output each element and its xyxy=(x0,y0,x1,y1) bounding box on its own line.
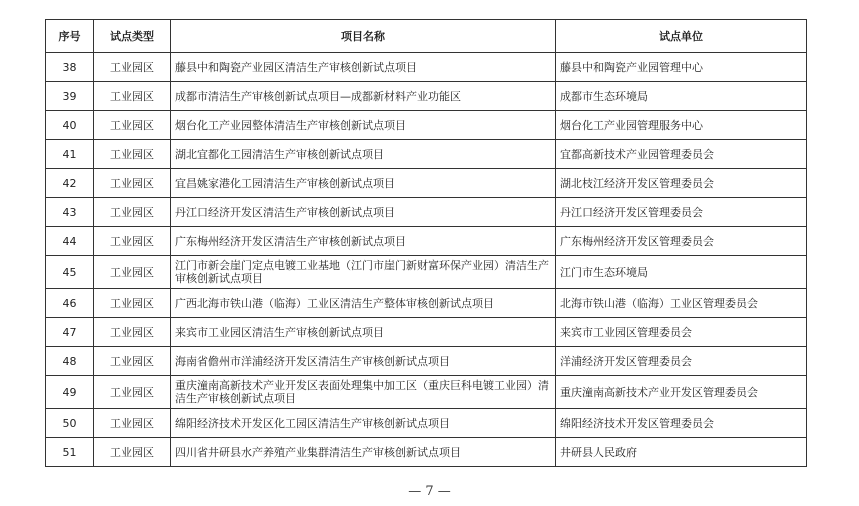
cell-project-name: 广西北海市铁山港（临海）工业区清洁生产整体审核创新试点项目 xyxy=(171,289,556,318)
cell-pilot-unit: 丹江口经济开发区管理委员会 xyxy=(556,198,807,227)
cell-pilot-unit: 宜都高新技术产业园管理委员会 xyxy=(556,140,807,169)
cell-project-name: 江门市新会崖门定点电镀工业基地（江门市崖门新财富环保产业园）清洁生产审核创新试点项目 xyxy=(171,256,556,289)
header-serial-number: 序号 xyxy=(46,20,94,53)
cell-pilot-type: 工业园区 xyxy=(94,227,171,256)
cell-project-name: 烟台化工产业园整体清洁生产审核创新试点项目 xyxy=(171,111,556,140)
cell-pilot-unit: 江门市生态环境局 xyxy=(556,256,807,289)
cell-pilot-unit: 广东梅州经济开发区管理委员会 xyxy=(556,227,807,256)
cell-pilot-type: 工业园区 xyxy=(94,111,171,140)
cell-serial-number: 46 xyxy=(46,289,94,318)
cell-project-name: 重庆潼南高新技术产业开发区表面处理集中加工区（重庆巨科电镀工业园）清洁生产审核创新试点项目 xyxy=(171,376,556,409)
cell-pilot-type: 工业园区 xyxy=(94,347,171,376)
cell-pilot-type: 工业园区 xyxy=(94,438,171,467)
cell-serial-number: 48 xyxy=(46,347,94,376)
table-header-row xyxy=(46,20,807,53)
cell-project-name: 湖北宜都化工园清洁生产审核创新试点项目 xyxy=(171,140,556,169)
cell-pilot-unit: 烟台化工产业园管理服务中心 xyxy=(556,111,807,140)
table-row xyxy=(46,289,807,318)
header-pilot-type: 试点类型 xyxy=(94,20,171,53)
cell-project-name: 丹江口经济开发区清洁生产审核创新试点项目 xyxy=(171,198,556,227)
cell-pilot-unit: 湖北枝江经济开发区管理委员会 xyxy=(556,169,807,198)
cell-pilot-unit: 绵阳经济技术开发区管理委员会 xyxy=(556,409,807,438)
table-row xyxy=(46,438,807,467)
cell-serial-number: 41 xyxy=(46,140,94,169)
cell-serial-number: 43 xyxy=(46,198,94,227)
table-row xyxy=(46,111,807,140)
cell-serial-number: 49 xyxy=(46,376,94,409)
cell-serial-number: 47 xyxy=(46,318,94,347)
header-project-name: 项目名称 xyxy=(171,20,556,53)
cell-pilot-type: 工业园区 xyxy=(94,140,171,169)
table-row xyxy=(46,82,807,111)
cell-serial-number: 39 xyxy=(46,82,94,111)
table-row xyxy=(46,318,807,347)
cell-pilot-unit: 北海市铁山港（临海）工业区管理委员会 xyxy=(556,289,807,318)
cell-serial-number: 44 xyxy=(46,227,94,256)
cell-pilot-type: 工业园区 xyxy=(94,53,171,82)
cell-serial-number: 40 xyxy=(46,111,94,140)
cell-pilot-type: 工业园区 xyxy=(94,256,171,289)
table-row xyxy=(46,409,807,438)
table-row xyxy=(46,256,807,289)
table-row xyxy=(46,198,807,227)
cell-project-name: 成都市清洁生产审核创新试点项目—成都新材料产业功能区 xyxy=(171,82,556,111)
header-pilot-unit: 试点单位 xyxy=(556,20,807,53)
cell-project-name: 来宾市工业园区清洁生产审核创新试点项目 xyxy=(171,318,556,347)
cell-serial-number: 45 xyxy=(46,256,94,289)
cell-pilot-type: 工业园区 xyxy=(94,289,171,318)
cell-serial-number: 42 xyxy=(46,169,94,198)
cell-project-name: 藤县中和陶瓷产业园区清洁生产审核创新试点项目 xyxy=(171,53,556,82)
cell-pilot-unit: 井研县人民政府 xyxy=(556,438,807,467)
cell-pilot-type: 工业园区 xyxy=(94,169,171,198)
cell-project-name: 广东梅州经济开发区清洁生产审核创新试点项目 xyxy=(171,227,556,256)
table-row xyxy=(46,53,807,82)
cell-pilot-unit: 洋浦经济开发区管理委员会 xyxy=(556,347,807,376)
cell-pilot-unit: 成都市生态环境局 xyxy=(556,82,807,111)
cell-pilot-unit: 来宾市工业园区管理委员会 xyxy=(556,318,807,347)
cell-pilot-type: 工业园区 xyxy=(94,318,171,347)
cell-pilot-type: 工业园区 xyxy=(94,82,171,111)
cell-pilot-unit: 藤县中和陶瓷产业园管理中心 xyxy=(556,53,807,82)
table-row xyxy=(46,227,807,256)
cell-pilot-type: 工业园区 xyxy=(94,198,171,227)
cell-project-name: 海南省儋州市洋浦经济开发区清洁生产审核创新试点项目 xyxy=(171,347,556,376)
cell-pilot-unit: 重庆潼南高新技术产业开发区管理委员会 xyxy=(556,376,807,409)
table-row xyxy=(46,376,807,409)
cell-project-name: 宜昌姚家港化工园清洁生产审核创新试点项目 xyxy=(171,169,556,198)
cell-pilot-type: 工业园区 xyxy=(94,376,171,409)
table-row xyxy=(46,140,807,169)
cell-serial-number: 50 xyxy=(46,409,94,438)
cell-project-name: 四川省井研县水产养殖产业集群清洁生产审核创新试点项目 xyxy=(171,438,556,467)
cell-pilot-type: 工业园区 xyxy=(94,409,171,438)
cell-project-name: 绵阳经济技术开发区化工园区清洁生产审核创新试点项目 xyxy=(171,409,556,438)
table-row xyxy=(46,169,807,198)
cell-serial-number: 51 xyxy=(46,438,94,467)
cell-serial-number: 38 xyxy=(46,53,94,82)
page-number: — 7 — xyxy=(408,484,451,499)
pilot-project-table xyxy=(45,19,807,467)
table-row xyxy=(46,347,807,376)
